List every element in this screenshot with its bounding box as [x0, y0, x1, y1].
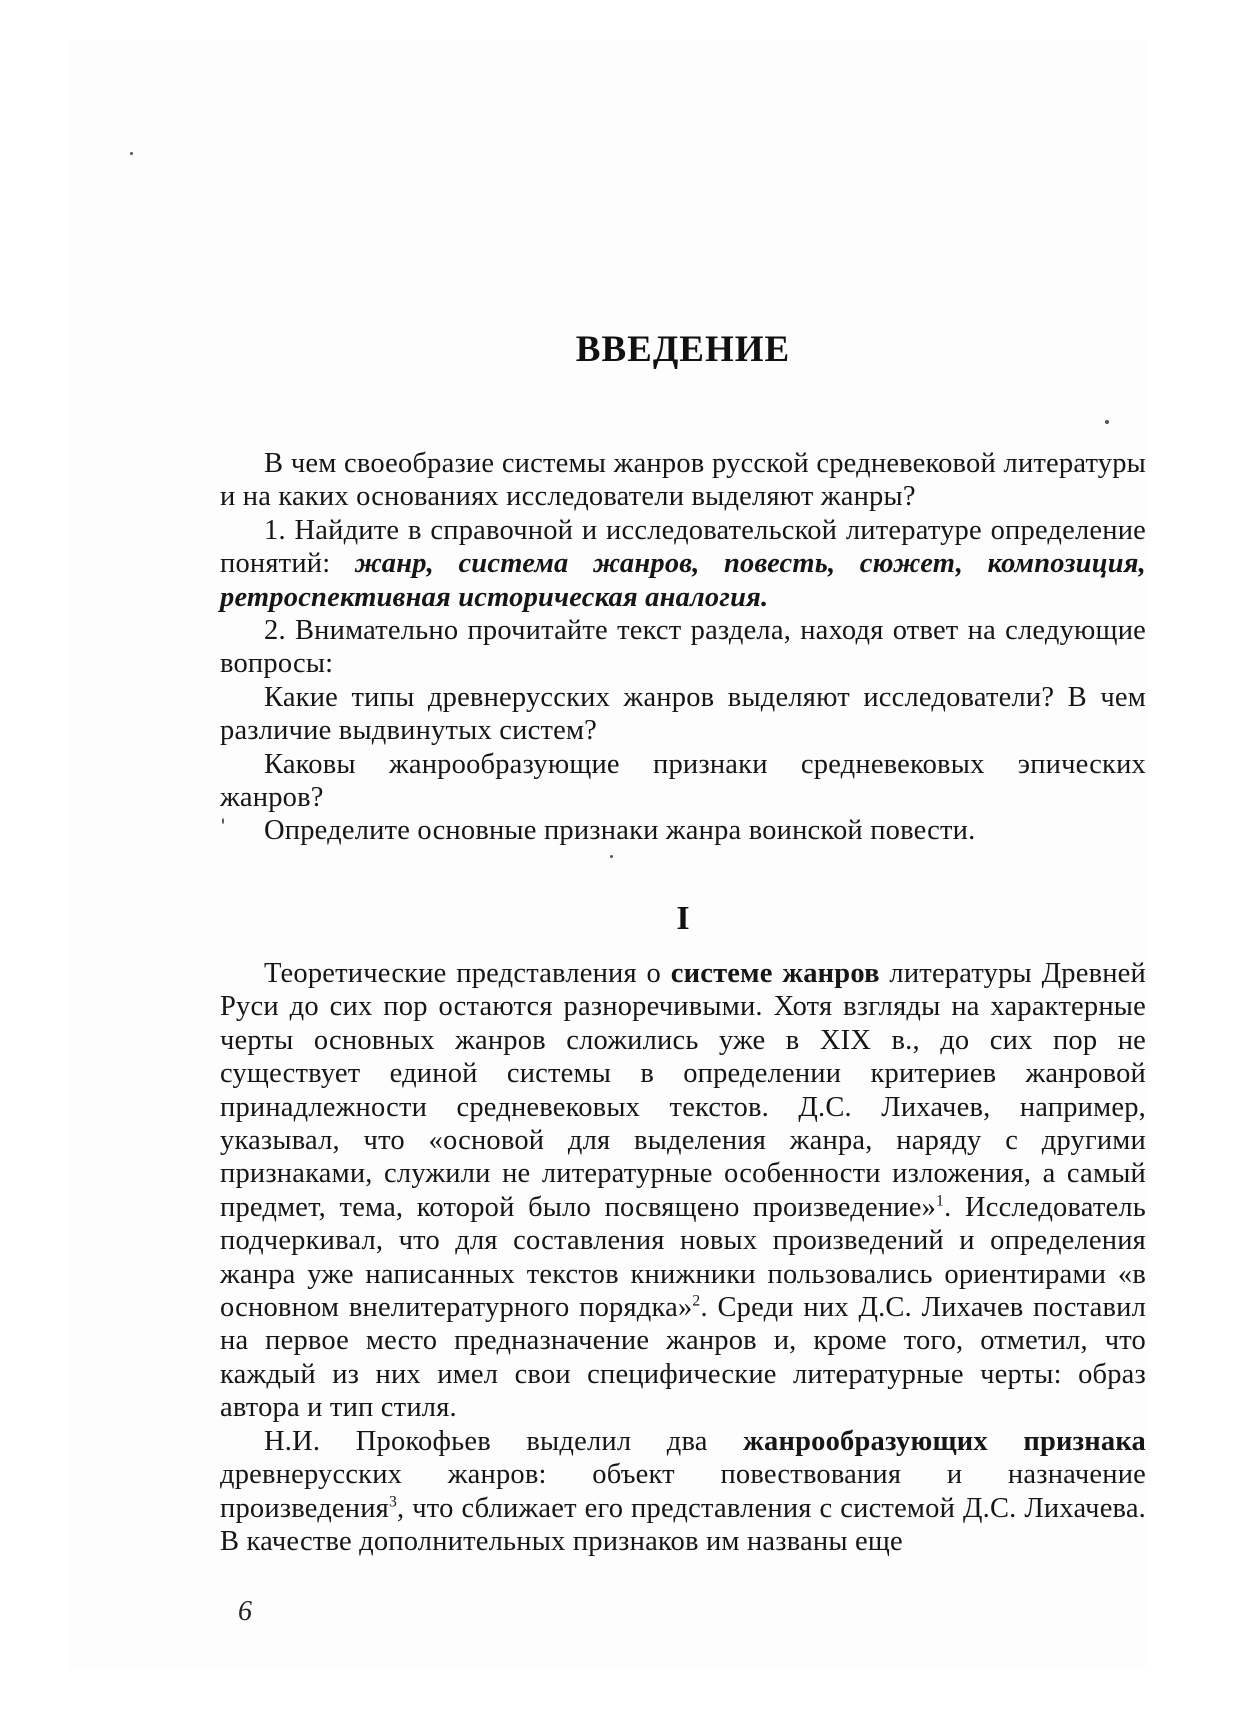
- paragraph-2-text-a: Н.И. Прокофьев выделил два: [264, 1425, 744, 1457]
- paragraph-1: [220, 957, 1146, 1425]
- section-number: I: [676, 900, 690, 937]
- paragraph-1-text-b: литературы Древней Руси до сих пор остаются разноречивыми. Хотя взгляды на характерные черты основных жанров сложились уже в XIX в., до сих пор не существует единой системы в определении критериев жанровой принадлежности средневековых текстов. Д.С. Лихачев, например, указывал, что «основой для выделения жанра, наряду с другими признаками, служили не литературные особенности изложения, а самый предмет, тема, которой было посвящено произведение»: [220, 958, 1146, 1223]
- task-1-text: 1. Найдите в справочной и исследовательской литературе определение понятий:: [220, 514, 1146, 580]
- intro-questions: [220, 447, 1146, 848]
- term-genre-system: системе жанров: [670, 958, 880, 989]
- task-1-terms: жанр, система жанров, повесть, сюжет, композиция, ретроспективная историческая аналогия.: [220, 548, 1146, 613]
- book-page: [70, 40, 1150, 1670]
- paragraph-2: [220, 1425, 1146, 1559]
- section-body: [220, 957, 1146, 1558]
- question-3: Определите основные признаки жанра воинской повести.: [264, 815, 976, 847]
- paragraph-2-text-b: древнерусских жанров: объект повествования и назначение произведения: [220, 1459, 1146, 1524]
- chapter-title: ВВЕДЕНИЕ: [575, 329, 791, 370]
- scan-speck: [222, 818, 224, 824]
- paragraph-1-text-c: . Исследователь подчеркивал, что для составления новых произведений и определения жанра уже написанных текстов книжники пользовались ориентирами «в основном внелитературного порядка»: [220, 1191, 1146, 1324]
- task-1: [220, 514, 1146, 614]
- footnote-ref-1[interactable]: 1: [936, 1192, 945, 1210]
- page-number: 6: [238, 1596, 252, 1627]
- task-2: 2. Внимательно прочитайте текст раздела, находя ответ на следующие вопросы:: [220, 615, 1146, 680]
- footnote-ref-2[interactable]: 2: [692, 1292, 701, 1310]
- scan-speck: [610, 855, 613, 858]
- paragraph-1-text-d: . Среди них Д.С. Лихачев поставил на первое место предназначение жанров и, кроме того, отметил, что каждый из них имел свои специфические литературные черты: образ автора и тип стиля.: [220, 1292, 1146, 1424]
- scan-speck: [130, 152, 133, 155]
- paragraph-2-text-c: , что сближает его представления с системой Д.С. Лихачева. В качестве дополнительных признаков им названы еще: [220, 1492, 1146, 1557]
- main-question: В чем своеобразие системы жанров русской средневековой литературы и на каких основаниях исследователи выделяют жанры?: [220, 448, 1146, 513]
- term-genre-forming-features: жанрообразующих признака: [743, 1425, 1146, 1457]
- question-1: Какие типы древнерусских жанров выделяют исследователи? В чем различие выдвинутых систем?: [220, 681, 1146, 747]
- question-2: Каковы жанрообразующие признаки средневековых эпических жанров?: [220, 748, 1146, 814]
- scan-speck: [1105, 420, 1109, 424]
- paragraph-1-text-a: Теоретические представления о: [264, 958, 671, 989]
- footnote-ref-3[interactable]: 3: [389, 1493, 398, 1510]
